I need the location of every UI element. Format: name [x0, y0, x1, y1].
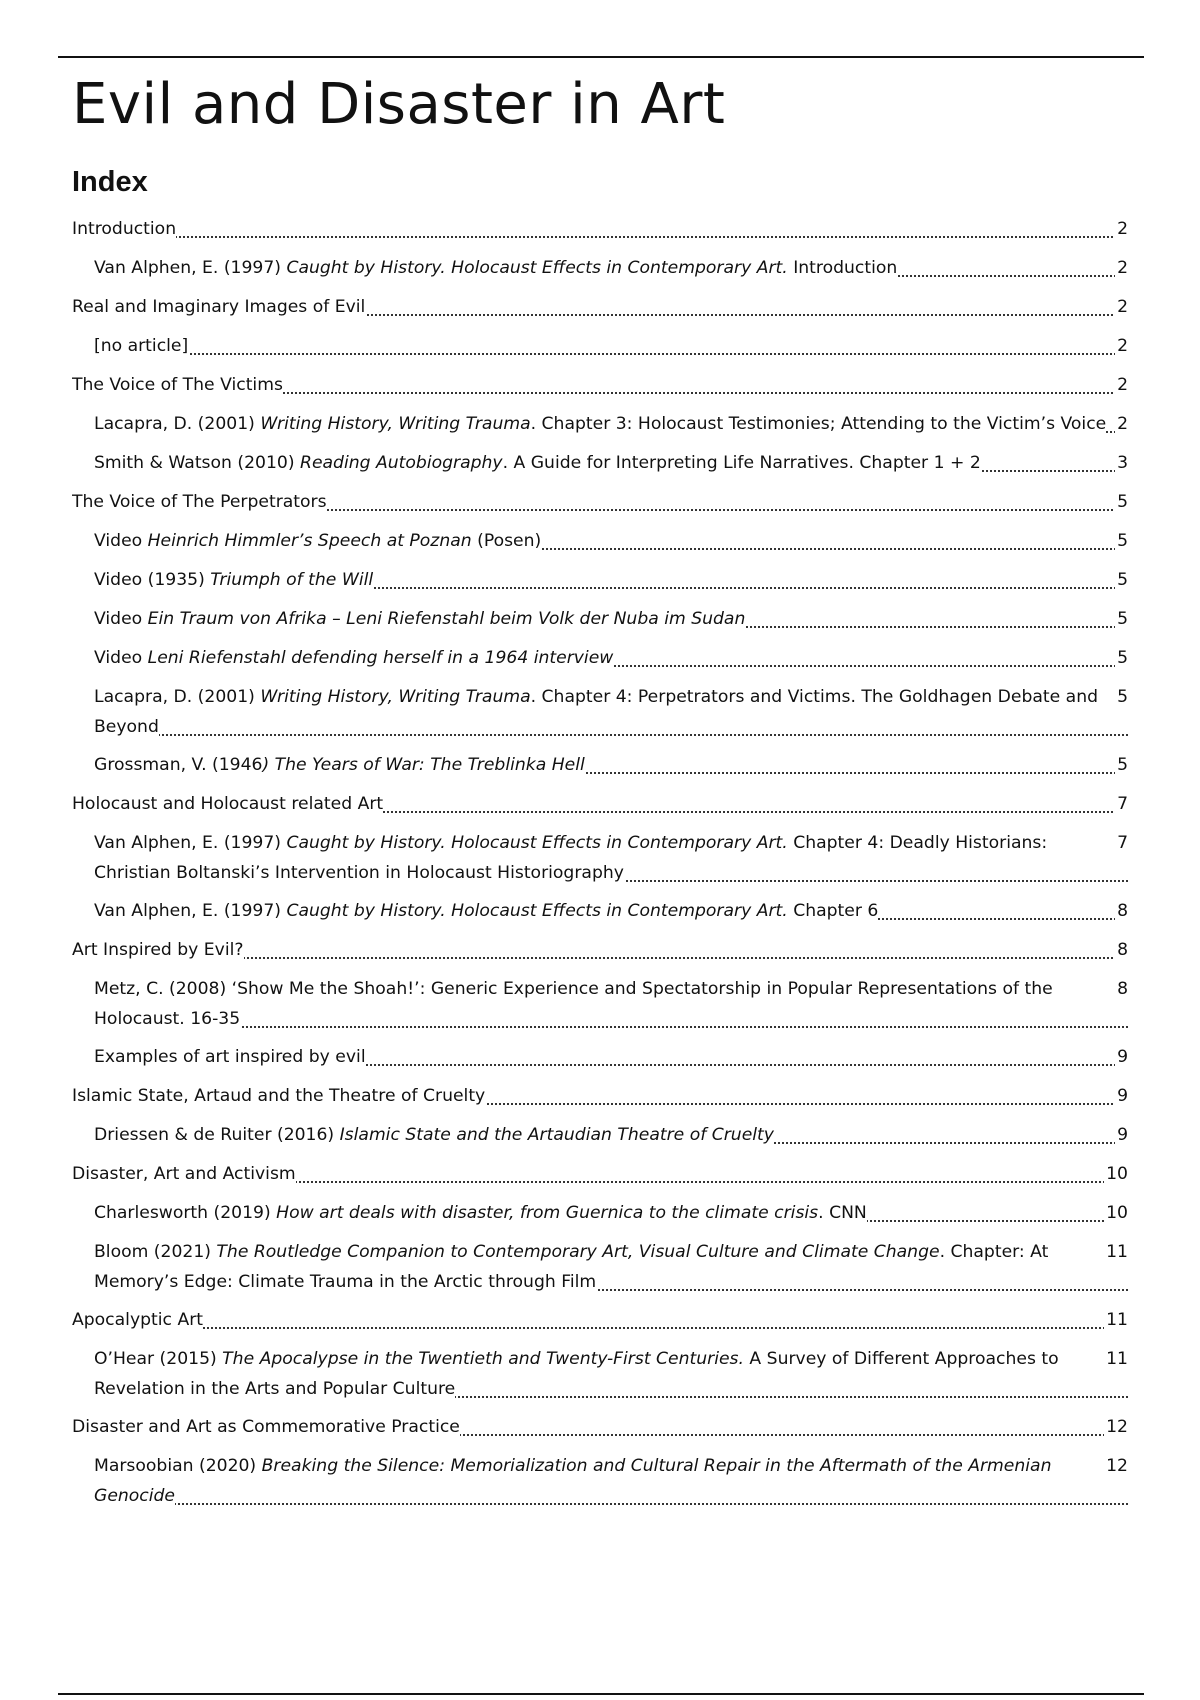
toc-page-number: 7 — [1115, 789, 1128, 819]
toc-section-entry[interactable] — [72, 214, 1128, 244]
toc-entry-text-part: The Voice of The Perpetrators — [72, 492, 327, 512]
toc-entry-text-part: . Chapter 4: Perpetrators and Victims. The Goldhagen Debate and Beyond — [94, 687, 1098, 737]
toc-page-number: 5 — [1115, 750, 1128, 780]
toc-page-number: 8 — [1115, 935, 1128, 965]
toc-entry-text — [94, 1349, 1059, 1399]
toc-entry-text-part: Van Alphen, E. (1997) — [94, 833, 287, 853]
toc-entry-text — [94, 1242, 1048, 1292]
toc-entry-text-part: . Chapter: At Memory’s Edge: Climate Trauma in the Arctic through Film — [94, 1242, 1049, 1292]
dot-leader — [94, 353, 1128, 355]
toc-entry-text — [72, 219, 176, 239]
toc-entry-text-part: Introduction — [787, 258, 898, 278]
toc-page-number: 8 — [1115, 896, 1128, 926]
toc-page-number: 5 — [1115, 526, 1128, 556]
toc-section-entry[interactable] — [72, 370, 1128, 400]
toc-entry-text-part: Lacapra, D. (2001) — [94, 687, 261, 707]
toc-entry-italic-title: Heinrich Himmler’s Speech at Poznan — [147, 531, 472, 551]
toc-entry-text-part: Art Inspired by Evil? — [72, 940, 244, 960]
toc-entry-italic-title: Caught by History. Holocaust Effects in Contemporary Art. — [286, 833, 788, 853]
toc-entry-text-part: O’Hear (2015) — [94, 1349, 223, 1369]
toc-entry-text — [94, 648, 613, 668]
toc-entry-text-part: Video — [94, 531, 148, 551]
toc-page-number: 5 — [1115, 604, 1128, 634]
toc-entry-italic-title: The Apocalypse in the Twentieth and Twenty-First Centuries. — [222, 1349, 744, 1369]
toc-entry-text-part: . A Guide for Interpreting Life Narratives. Chapter 1 + 2 — [502, 453, 981, 473]
toc-subsection-entry[interactable] — [72, 448, 1128, 478]
toc-entry-text-part: . CNN — [818, 1203, 867, 1223]
toc-entry-italic-title: Writing History, Writing Trauma — [260, 687, 531, 707]
dot-leader — [94, 1026, 1128, 1028]
toc-subsection-entry[interactable] — [72, 565, 1128, 595]
toc-subsection-entry[interactable] — [72, 1120, 1128, 1150]
toc-page-number: 5 — [1115, 643, 1128, 673]
toc-entry-italic-title: Caught by History. Holocaust Effects in Contemporary Art. — [286, 258, 788, 278]
toc-entry-italic-title: Ein Traum von Afrika – Leni Riefenstahl beim Volk der Nuba im Sudan — [147, 609, 746, 629]
toc-entry-text — [94, 833, 1047, 883]
toc-entry-text — [72, 297, 365, 317]
toc-subsection-entry[interactable] — [72, 331, 1128, 361]
toc-entry-text — [72, 940, 244, 960]
toc-entry-text-part: Driessen & de Ruiter (2016) — [94, 1125, 340, 1145]
toc-page-number: 11 — [1104, 1344, 1128, 1374]
toc-entry-text-part: (Posen) — [471, 531, 542, 551]
toc-page-number: 2 — [1115, 409, 1128, 439]
toc-page-number: 9 — [1115, 1120, 1128, 1150]
dot-leader — [94, 1503, 1128, 1505]
toc-page-number: 5 — [1115, 565, 1128, 595]
toc-entry-text-part: Chapter 4: Deadly Historians: Christian Boltanski’s Intervention in Holocaust Historiography — [94, 833, 1048, 883]
toc-page-number: 12 — [1104, 1412, 1128, 1442]
toc-entry-text-part: Van Alphen, E. (1997) — [94, 258, 287, 278]
toc-entry-italic-title: The Routledge Companion to Contemporary Art, Visual Culture and Climate Change — [216, 1242, 940, 1262]
toc-entry-text-part: A Survey of Different Approaches to Revelation in the Arts and Popular Culture — [94, 1349, 1059, 1399]
toc-section-entry[interactable] — [72, 1159, 1128, 1189]
document-title: Evil and Disaster in Art — [72, 72, 726, 137]
toc-entry-text-part: Disaster and Art as Commemorative Practice — [72, 1417, 460, 1437]
toc-entry-text — [72, 794, 383, 814]
toc-page-number: 11 — [1104, 1305, 1128, 1335]
toc-entry-text — [94, 414, 1106, 434]
toc-entry-text-part: Islamic State, Artaud and the Theatre of Cruelty — [72, 1086, 486, 1106]
toc-page-number: 2 — [1115, 253, 1128, 283]
toc-entry-text — [94, 901, 878, 921]
toc-section-entry[interactable] — [72, 935, 1128, 965]
toc-entry-text-part: Charlesworth (2019) — [94, 1203, 277, 1223]
toc-subsection-entry[interactable] — [72, 1451, 1128, 1511]
toc-entry-text-part: Smith & Watson (2010) — [94, 453, 300, 473]
toc-entry-text-part: Apocalyptic Art — [72, 1310, 204, 1330]
toc-entry-italic-title: Writing History, Writing Trauma — [260, 414, 531, 434]
toc-page-number: 5 — [1115, 487, 1128, 517]
index-heading: Index — [72, 166, 148, 198]
toc-entry-text — [94, 1456, 1051, 1506]
toc-subsection-entry[interactable] — [72, 1198, 1128, 1228]
toc-entry-text-part: Examples of art inspired by evil — [94, 1047, 366, 1067]
toc-section-entry[interactable] — [72, 1412, 1128, 1442]
toc-entry-text-part: Lacapra, D. (2001) — [94, 414, 261, 434]
toc-subsection-entry[interactable] — [72, 974, 1128, 1034]
toc-entry-italic-title: Leni Riefenstahl defending herself in a 1964 interview — [147, 648, 614, 668]
toc-entry-text-part: Chapter 6 — [787, 901, 879, 921]
toc-entry-text — [94, 531, 541, 551]
toc-subsection-entry[interactable] — [72, 604, 1128, 634]
top-rule — [58, 56, 1144, 58]
toc-subsection-entry[interactable] — [72, 1237, 1128, 1297]
toc-entry-italic-title: ) The Years of War: The Treblinka Hell — [262, 755, 585, 775]
toc-subsection-entry[interactable] — [72, 828, 1128, 888]
toc-entry-text-part: Metz, C. (2008) ‘Show Me the Shoah!’: Generic Experience and Spectatorship in Popular Representations of the Holocaust. 16-35 — [94, 979, 1053, 1029]
toc-entry-text-part: . Chapter 3: Holocaust Testimonies; Attending to the Victim’s Voice — [530, 414, 1107, 434]
toc-entry-text-part: Video — [94, 648, 148, 668]
toc-entry-text — [94, 979, 1053, 1029]
toc-subsection-entry[interactable] — [72, 409, 1128, 439]
toc-page-number: 9 — [1115, 1081, 1128, 1111]
toc-section-entry[interactable] — [72, 1081, 1128, 1111]
toc-entry-text — [94, 1203, 867, 1223]
toc-page-number: 2 — [1115, 370, 1128, 400]
toc-entry-text-part: The Voice of The Victims — [72, 375, 283, 395]
toc-entry-italic-title: Reading Autobiography — [300, 453, 503, 473]
toc-entry-text-part: Video (1935) — [94, 570, 211, 590]
toc-entry-text — [72, 375, 283, 395]
toc-subsection-entry[interactable] — [72, 682, 1128, 742]
dot-leader — [72, 236, 1128, 238]
toc-entry-text — [94, 258, 897, 278]
toc-page-number: 2 — [1115, 331, 1128, 361]
toc-entry-italic-title: Breaking the Silence: Memorialization and Cultural Repair in the Aftermath of the Armenian Genocide — [94, 1456, 1052, 1506]
toc-entry-text — [72, 492, 327, 512]
toc-page-number: 2 — [1115, 214, 1128, 244]
toc-subsection-entry[interactable] — [72, 1042, 1128, 1072]
toc-page-number: 5 — [1115, 682, 1128, 712]
toc-entry-text — [72, 1310, 203, 1330]
toc-entry-text — [94, 336, 188, 356]
toc-entry-text-part: Introduction — [72, 219, 177, 239]
toc-entry-text — [72, 1164, 296, 1184]
toc-page-number: 3 — [1115, 448, 1128, 478]
toc-entry-text — [94, 453, 981, 473]
toc-section-entry[interactable] — [72, 292, 1128, 322]
toc-section-entry[interactable] — [72, 789, 1128, 819]
toc-subsection-entry[interactable] — [72, 526, 1128, 556]
toc-entry-text — [94, 570, 373, 590]
toc-entry-text — [94, 609, 745, 629]
toc-entry-text-part: Bloom (2021) — [94, 1242, 217, 1262]
toc-subsection-entry[interactable] — [72, 643, 1128, 673]
toc-entry-text-part: Marsoobian (2020) — [94, 1456, 262, 1476]
table-of-contents — [72, 214, 1128, 1519]
toc-section-entry[interactable] — [72, 487, 1128, 517]
toc-entry-text — [72, 1086, 485, 1106]
toc-subsection-entry[interactable] — [72, 896, 1128, 926]
dot-leader — [72, 1327, 1128, 1329]
toc-page-number: 9 — [1115, 1042, 1128, 1072]
toc-entry-italic-title: Islamic State and the Artaudian Theatre of Cruelty — [339, 1125, 774, 1145]
toc-entry-text-part: Holocaust and Holocaust related Art — [72, 794, 384, 814]
toc-entry-text-part: Grossman, V. (1946 — [94, 755, 263, 775]
toc-entry-text-part: Van Alphen, E. (1997) — [94, 901, 287, 921]
toc-entry-text — [94, 1047, 366, 1067]
toc-entry-text — [72, 1417, 460, 1437]
bottom-rule — [58, 1693, 1144, 1695]
toc-entry-text-part: Video — [94, 609, 148, 629]
toc-entry-text — [94, 1125, 774, 1145]
toc-entry-text-part: [no article] — [94, 336, 189, 356]
toc-entry-text-part: Disaster, Art and Activism — [72, 1164, 296, 1184]
toc-subsection-entry[interactable] — [72, 253, 1128, 283]
toc-page-number: 11 — [1104, 1237, 1128, 1267]
toc-entry-text — [94, 687, 1098, 737]
toc-subsection-entry[interactable] — [72, 1344, 1128, 1404]
toc-entry-italic-title: How art deals with disaster, from Guernica to the climate crisis — [276, 1203, 819, 1223]
toc-page-number: 10 — [1104, 1159, 1128, 1189]
toc-entry-text-part: Real and Imaginary Images of Evil — [72, 297, 366, 317]
toc-section-entry[interactable] — [72, 1305, 1128, 1335]
toc-page-number: 2 — [1115, 292, 1128, 322]
toc-page-number: 8 — [1115, 974, 1128, 1004]
toc-page-number: 7 — [1115, 828, 1128, 858]
toc-entry-italic-title: Caught by History. Holocaust Effects in Contemporary Art. — [286, 901, 788, 921]
dot-leader — [94, 734, 1128, 736]
toc-page-number: 10 — [1104, 1198, 1128, 1228]
toc-page-number: 12 — [1104, 1451, 1128, 1481]
toc-subsection-entry[interactable] — [72, 750, 1128, 780]
toc-entry-italic-title: Triumph of the Will — [210, 570, 374, 590]
toc-entry-text — [94, 755, 585, 775]
